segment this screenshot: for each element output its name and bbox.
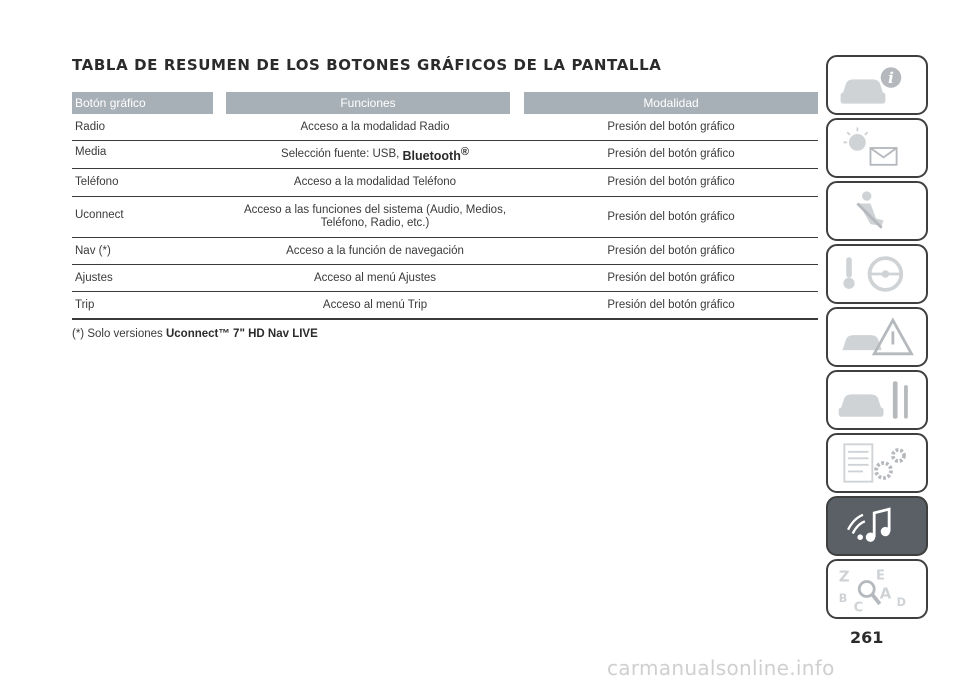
multimedia-music-signal-icon bbox=[828, 498, 926, 554]
header-functions: Funciones bbox=[226, 92, 510, 114]
table-row bbox=[72, 169, 818, 197]
table-row bbox=[72, 114, 818, 141]
cell-mode: Presión del botón gráfico bbox=[607, 244, 735, 257]
svg-text:E: E bbox=[876, 568, 885, 584]
chapter-tab-dashboard[interactable] bbox=[826, 118, 928, 178]
cell-button: Radio bbox=[75, 120, 106, 133]
cell-mode: Presión del botón gráfico bbox=[607, 120, 735, 133]
dashboard-warning-lights-icon bbox=[828, 120, 926, 176]
car-info-icon bbox=[828, 57, 926, 113]
page-title: TABLA DE RESUMEN DE LOS BOTONES GRÁFICOS DE LA PANTALLA bbox=[72, 56, 662, 74]
bluetooth-text: Bluetooth bbox=[402, 149, 461, 164]
car-maintenance-tools-icon bbox=[828, 372, 926, 428]
table-row bbox=[72, 197, 818, 238]
chapter-tab-safety[interactable] bbox=[826, 181, 928, 241]
chapter-tab-multimedia[interactable] bbox=[826, 496, 928, 556]
footnote bbox=[72, 328, 318, 340]
technical-data-gear-icon bbox=[828, 435, 926, 491]
cell-mode: Presión del botón gráfico bbox=[607, 271, 735, 284]
table-header bbox=[72, 92, 818, 114]
cell-mode: Presión del botón gráfico bbox=[607, 210, 735, 223]
cell-function: Acceso a la modalidad Teléfono bbox=[293, 176, 457, 188]
cell-mode: Presión del botón gráfico bbox=[607, 148, 735, 160]
cell-function: Acceso a la modalidad Radio bbox=[300, 120, 450, 133]
watermark: carmanualsonline.info bbox=[607, 656, 835, 680]
cell-button: Uconnect bbox=[75, 209, 124, 221]
svg-text:Z: Z bbox=[838, 567, 850, 586]
cell-function: Acceso al menú Ajustes bbox=[313, 271, 437, 284]
chapter-tab-car-info[interactable] bbox=[826, 55, 928, 115]
svg-text:C: C bbox=[853, 600, 864, 616]
steering-wheel-key-icon bbox=[828, 246, 926, 302]
chapter-tab-starting[interactable] bbox=[826, 244, 928, 304]
chapter-tab-emergency[interactable] bbox=[826, 307, 928, 367]
cell-button: Nav (*) bbox=[75, 244, 111, 257]
chapter-tab-maintenance[interactable] bbox=[826, 370, 928, 430]
table-row bbox=[72, 141, 818, 169]
cell-button: Media bbox=[75, 146, 107, 158]
page-number: 261 bbox=[850, 628, 884, 647]
cell-button: Trip bbox=[75, 298, 95, 311]
header-mode: Modalidad bbox=[524, 92, 818, 114]
svg-text:i: i bbox=[888, 69, 894, 88]
registered-mark: ® bbox=[460, 145, 469, 158]
chapter-tab-technical-data[interactable] bbox=[826, 433, 928, 493]
emergency-warning-triangle-icon bbox=[828, 309, 926, 365]
cell-function bbox=[226, 141, 524, 168]
svg-text:B: B bbox=[838, 592, 848, 606]
function-line: Acceso a las funciones del sistema (Audio, Medios, bbox=[243, 204, 507, 216]
svg-text:D: D bbox=[896, 595, 906, 609]
cell-function: Acceso a la función de navegación bbox=[286, 244, 464, 257]
table-row bbox=[72, 238, 818, 265]
footnote-text: (*) Solo versiones bbox=[72, 328, 163, 340]
index-alphabet-search-icon bbox=[828, 561, 926, 617]
function-line: Teléfono, Radio, etc.) bbox=[320, 217, 430, 229]
cell-mode: Presión del botón gráfico bbox=[607, 176, 735, 188]
table-row bbox=[72, 292, 818, 320]
svg-text:A: A bbox=[879, 584, 892, 603]
cell-button: Teléfono bbox=[75, 176, 119, 188]
cell-function bbox=[226, 197, 524, 237]
chapter-tab-index[interactable] bbox=[826, 559, 928, 619]
cell-button: Ajustes bbox=[75, 271, 113, 284]
table-row bbox=[72, 265, 818, 292]
footnote-product: Uconnect™ 7" HD Nav LIVE bbox=[165, 328, 318, 340]
cell-mode: Presión del botón gráfico bbox=[607, 298, 735, 311]
header-button: Botón gráfico bbox=[72, 92, 213, 114]
function-text: Selección fuente: USB, bbox=[281, 148, 400, 160]
safety-airbag-icon bbox=[828, 183, 926, 239]
summary-table bbox=[72, 92, 818, 320]
cell-function: Acceso al menú Trip bbox=[322, 298, 428, 311]
